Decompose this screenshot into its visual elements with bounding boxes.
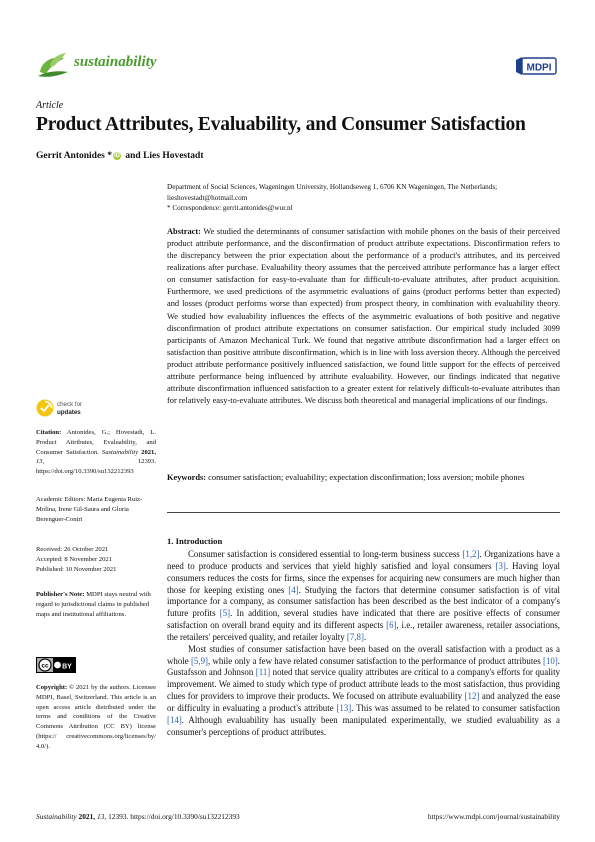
citation-journal: Sustainability [101,448,139,456]
paragraph-text: . Although evaluability has usually been manipulated experimentally, we studied evaluability as a consumer's perceptions of product attributes. [167,714,560,737]
paragraph-text: . This was assumed to be related to consumer satisfaction [351,702,560,713]
citation-volume: 13, [36,458,45,466]
editors-text: Maria Eugenia Ruiz-Molina, Irene Gil-Saura and Gloria Berenguer-Contri [36,496,143,523]
citation-doi[interactable]: 12393. https://doi.org/10.3390/su132212393 [36,458,156,476]
check-for-updates-badge[interactable] [36,396,96,420]
citation-reference-link[interactable]: [7,8] [346,631,364,642]
author-list [36,151,204,161]
publisher-note [36,590,156,619]
citation-reference-link[interactable]: [12] [464,691,480,702]
citation-reference-link[interactable]: [5] [219,608,231,619]
citation-label: Citation: [36,429,62,436]
received-date: Received: 26 October 2021 [36,546,109,553]
dates-block [36,545,156,574]
citation-reference-link[interactable]: [6] [386,620,397,631]
author-first[interactable]: Gerrit Antonides * [36,151,112,161]
paper-title: Product Attributes, Evaluability, and Consumer Satisfaction [36,114,526,135]
citation-reference-link[interactable]: [5,9] [190,655,208,666]
section-heading: 1. Introduction [167,536,223,546]
paragraph-text: Consumer satisfaction is considered essential to long-term business success [188,549,463,559]
paragraph-text: , while only a few have related consumer satisfaction to the performance of product attributes [207,655,543,666]
divider [167,512,560,513]
cc-by-text: BY [62,663,72,671]
keywords [167,472,560,484]
published-date: Published: 10 November 2021 [36,565,117,573]
paragraph-text: . In addition, several studies have indicated that there are positive effects of consumer satisfaction on overall brand equity and its different aspects [167,608,560,631]
abstract [167,226,560,407]
journal-logo-icon [36,50,70,80]
citation-year: 2021, [138,448,156,456]
paragraph-text: Most studies of consumer satisfaction have been based on the overall satisfaction with a product as a whole [167,643,560,666]
check-updates-line2: updates [57,408,81,416]
cc-label: cc [41,662,49,670]
paragraph [167,549,560,644]
paragraph-text: . Gustafsson and Johnson [167,655,560,678]
article-type: Article [36,100,64,111]
author-rest[interactable]: and Lies Hovestadt [123,151,204,161]
publisher-note-text: MDPI stays neutral with regard to jurisdictional claims in published maps and institutional affiliations. [36,591,151,618]
check-updates-icon [36,399,54,417]
copyright-label: Copyright: [36,684,68,691]
citation-reference-link[interactable]: [13] [336,702,352,713]
footer-doi[interactable]: 12393. https://doi.org/10.3390/su132212393 [106,812,240,821]
affiliation-line: Department of Social Sciences, Wageningen University, Hollandseweg 1, 6706 KN Wageningen, The Netherlands; [167,183,498,191]
keywords-label: Keywords: [167,473,207,482]
page-footer [36,812,560,821]
footer-citation [36,812,240,821]
accepted-date: Accepted: 8 November 2021 [36,555,112,563]
paragraph [167,644,560,739]
mdpi-logo[interactable] [514,56,558,76]
citation-reference-link[interactable]: [10] [542,655,558,666]
affiliation-block [167,182,562,214]
copyright-text: © 2021 by the authors. Licensee MDPI, Basel, Switzerland. This article is an open access article distributed under the terms and conditions of the Creative Commons Attribution (CC BY) license (https:// creativecommons.org/licenses/by/ 4.0/). [36,684,156,750]
editors-block [36,495,156,524]
citation-reference-link[interactable]: [1,2] [462,549,480,559]
footer-journal: Sustainability [36,812,77,821]
citation-reference-link[interactable]: [3] [495,560,506,571]
paragraph-text: , i.e., retailer awareness, retailer associations, the retailers' perceived quality, and retailer loyalty [167,620,560,642]
affiliation-email[interactable]: lieshovestadt@hotmail.com [167,193,248,202]
paragraph-text: . Having loyal consumers reduces the costs for firms, since the expenses for acquiring new consumers are much higher than those for keeping existing ones [167,560,561,595]
paragraph-text: . Organizations have a need to produce products and services that yield highly satisfied and loyal consumers [167,549,560,571]
keywords-text: consumer satisfaction; evaluability; expectation disconfirmation; loss aversion; mobile phones [206,473,525,482]
footer-year: 2021, [76,812,96,821]
orcid-icon[interactable]: iD [114,153,120,159]
paragraph-text: . [363,631,367,642]
citation-text: Antonides, G.; Hovestadt, L. Product Attributes, Evaluability, and Consumer Satisfaction. [36,429,156,456]
check-updates-line1: check for [57,401,83,408]
footer-volume: 13, [95,812,107,821]
paragraph-text: . Studying the factors that determine consumer satisfaction is of vital importance for a company, as consumer satisfaction has been described as the best indicator of a company's future profits [167,584,561,619]
cc-by-license-icon[interactable] [36,657,76,673]
paragraph-text: noted that service quality attributes are critical to a company's efforts for quality improvement. We aimed to study which type of product attribute leads to the most satisfaction, thus providing clues for providers to improve their products. We focused on attribute evaluability [167,667,560,702]
citation-reference-link[interactable]: [4] [288,584,299,595]
paragraph-text: and analyzed the ease or difficulty in evaluating a product's attribute [167,691,561,713]
citation-reference-link[interactable]: [14] [167,714,182,725]
correspondence-line[interactable]: * Correspondence: gerrit.antonides@wur.nl [167,204,293,212]
footer-url[interactable]: https://www.mdpi.com/journal/sustainability [427,812,560,821]
abstract-label: Abstract: [167,227,201,236]
abstract-text: We studied the determinants of consumer satisfaction with mobile phones on the basis of their perceived product attribute performance, and the disconfirmation of product attribute expectations. Disconfirmation refers to the discrepancy between the prior expectation about the performance of a product's attributes, and its perceived realizations after purchase. Evaluability theory assumes that the perceived attribute performance has a larger effect on consumer satisfaction for easy-to-evaluate than for difficult-to-evaluate attributes, after product acquisition. Furthermore, we used predictions of the asymmetric evaluations of gains (product performs better than expected) and losses (product performs worse than expected) from prospect theory, in combination with evaluability theory. We studied how evaluability influences the effects of the asymmetric evaluations of both positive and negative disconfirmation of product attribute expectations on consumer satisfaction. Our empirical study included 3099 participants of Amazon Mechanical Turk. We found that negative attribute disconfirmation had a larger effect on satisfaction than positive attribute disconfirmation, which is in line with loss aversion theory. Although the perceived product attribute performance positively influenced satisfaction, we found little support for the effects of perceived attribute performance being influenced by attribute evaluability. However, our findings indicated that negative attribute disconfirmation influenced satisfaction to a greater extent for relatively difficult-to-evaluate attributes than for relatively easy-to-evaluate attributes. We discuss both theoretical and managerial implications of our findings. [167,227,560,406]
citation-reference-link[interactable]: [11] [255,667,271,678]
introduction-body [167,549,560,739]
editors-label: Academic Editors: [36,496,86,503]
mdpi-logo-text: MDPI [526,62,552,74]
copyright-block [36,683,156,752]
journal-name[interactable]: sustainability [74,54,157,70]
publisher-note-label: Publisher's Note: [36,591,85,598]
citation-block [36,428,156,477]
